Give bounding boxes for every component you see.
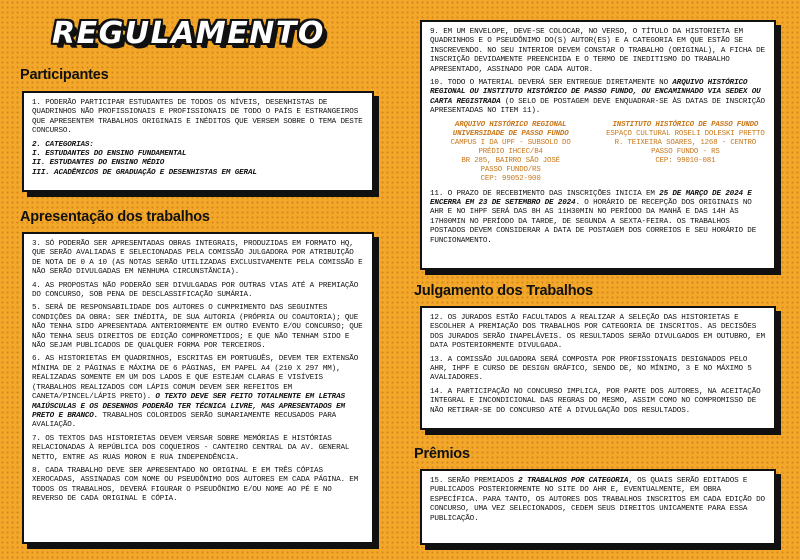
rule-6	[32, 355, 364, 430]
panel-premios	[420, 469, 776, 545]
rule-7: 7. OS TEXTOS DAS HISTORIETAS DEVEM VERSAR SOBRE MEMÓRIAS E HISTÓRIAS RELACIONADAS À REPÚBLICA DOS COQUEIROS - CANTEIRO CENTRAL DA AV. GENERAL NETTO, ENTRE AS RUAS MORON E RUA INDEPENDÊNCIA.	[32, 434, 350, 462]
rule-6-end: TRABALHOS COLORIDOS SERÃO SUMARIAMENTE RECUSADOS PARA AVALIAÇÃO.	[32, 411, 337, 430]
rule-13: 13. A COMISSÃO JULGADORA SERÁ COMPOSTA POR PROFISSIONAIS DESIGNADOS PELO AHR, IHPF E CURSO DE DESIGN GRÁFICO, SENDO DE, NO MÍNIMO, 3 E NO MÁXIMO 5 AVALIADORES.	[430, 355, 752, 383]
heading-premios: Prêmios	[414, 446, 470, 462]
rule-4: 4. AS PROPOSTAS NÃO PODERÃO SER DIVULGADAS POR OUTRAS VIAS ATÉ A PREMIAÇÃO DO CONCURSO, SOB PENA DE DESCLASSIFICAÇÃO SUMÁRIA.	[32, 281, 359, 300]
address-line: CAMPUS I DA UPF - SUBSOLO DO	[450, 138, 571, 147]
address-line: PASSO FUNDO/RS	[480, 165, 541, 174]
heading-julgamento: Julgamento dos Trabalhos	[414, 283, 593, 299]
address-title: INSTITUTO HISTÓRICO DE PASSO FUNDO	[612, 120, 759, 129]
address-line: CEP: 99052-900	[480, 174, 541, 183]
address-line: CEP: 99010-081	[655, 156, 716, 165]
address-subtitle: UNIVERSIDADE DE PASSO FUNDO	[452, 129, 569, 138]
address-line: R. TEIXEIRA SOARES, 1268 - CENTRO	[614, 138, 757, 147]
address-title: ARQUIVO HISTÓRICO REGIONAL	[454, 120, 567, 129]
panel-envio	[420, 20, 776, 270]
rule-6-emphasis: O TEXTO DEVE SER FEITO TOTALMENTE EM LETRAS MAIÚSCULAS E OS DESENHOS PODERÃO TER TÉCNICA LIVRE, MAS APRESENTADOS EM PRETO E BRANCO.	[32, 393, 345, 420]
panel-participantes	[22, 91, 374, 192]
address-line: BR 285, BAIRRO SÃO JOSÉ	[461, 156, 560, 165]
categories-label: 2. CATEGORIAS:	[32, 140, 94, 149]
rule-12: 12. OS JURADOS ESTÃO FACULTADOS A REALIZAR A SELEÇÃO DAS HISTORIETAS E ESCOLHER A PREMIAÇÃO DOS TRABALHOS POR CATEGORIA DE INSCRITOS. AS DECISÕES DOS JURADOS SERÃO INAPELÁVEIS. OS RESULTADOS SERÃO DIVULGADOS EM OUTUBRO, EM DATA POSTERIORMENTE DIVULGADA.	[430, 314, 765, 351]
rule-10-text: 10. TODO O MATERIAL DEVERÁ SER ENTREGUE DIRETAMENTE NO	[430, 79, 673, 88]
categories-list	[32, 150, 364, 178]
rule-10	[430, 79, 766, 117]
address-line: PRÉDIO IHCEC/B4	[478, 147, 543, 156]
panel-apresentacao	[22, 232, 374, 544]
rule-9: 9. EM UM ENVELOPE, DEVE-SE COLOCAR, NO VERSO, O TÍTULO DA HISTORIETA EM QUADRINHOS E O PSEUDÔNIMO DO(S) AUTOR(ES) E A CATEGORIA EM QUE ESTÃO SE INSCREVENDO. NO SEU INTERIOR DEVEM CONSTAR O TRABALHO (ORIGINAL), A FICHA DE INSCRIÇÃO DEVIDAMENTE PREENCHIDA E O TERMO DE INEDITISMO DO TRABALHO APRESENTADO, ASSINADO POR CADA AUTOR.	[430, 28, 765, 74]
rule-5: 5. SERÁ DE RESPONSABILIDADE DOS AUTORES O CUMPRIMENTO DAS SEGUINTES CONDIÇÕES DA OBRA: SER INÉDITA, DE SUA AUTORIA (PRÓPRIA OU COAUTORIA); QUE NÃO TENHA SIDO APRESENTADA ANTERIORMENTE EM OUTRO EVENTO E/OU CONCURSO; QUE NÃO TENHA SEUS DIREITOS DE EDIÇÃO COMPROMETIDOS; E QUE NÃO TENHAM SIDO E NÃO SEJAM PUBLICADOS DE QUALQUER FORMA POR TERCEIROS.	[32, 304, 363, 351]
heading-apresentacao: Apresentação dos trabalhos	[20, 209, 210, 225]
category-item: III. ACADÊMICOS DE GRADUAÇÃO E DESENHISTAS EM GERAL	[32, 168, 257, 177]
address-instituto-historico	[605, 121, 766, 184]
rule-15-text: 15. SERÃO PREMIADOS	[430, 477, 519, 485]
address-line: ESPAÇO CULTURAL ROSELI DOLESKI PRETTO	[606, 129, 765, 138]
addresses	[430, 121, 766, 184]
category-item: II. ESTUDANTES DO ENSINO MÉDIO	[32, 159, 165, 168]
rule-14: 14. A PARTICIPAÇÃO NO CONCURSO IMPLICA, POR PARTE DOS AUTORES, NA ACEITAÇÃO INTEGRAL E INCONDICIONAL DAS REGRAS DO MESMO, ASSIM COMO NO COMPROMISSO DE NÃO RETIRAR-SE DO CONCURSO ATÉ A DIVULGAÇÃO DOS RESULTADOS.	[430, 387, 761, 415]
heading-participantes: Participantes	[20, 67, 109, 83]
rule-11-text: 11. O PRAZO DE RECEBIMENTO DAS INSCRIÇÕES INICIA EM	[430, 189, 660, 198]
address-line: PASSO FUNDO - RS	[651, 147, 720, 156]
rule-11-end: . O HORÁRIO DE RECEPÇÃO DOS ORIGINAIS NO AHR E NO IHPF SERÁ DAS 8H AS 11H30MIN NO PERÍODO DA MANHÃ E DAS 14H ÀS 17H00MIN NO PERÍODO DA TARDE, DE SEGUNDA A SEXTA-FEIRA. OS TRABALHOS POSTADOS DEVEM CONSIDERAR A DATA DE POSTAGEM DOS CORREIOS E SEU HORÁRIO DE FUNCIONAMENTO.	[430, 199, 757, 245]
panel-julgamento	[420, 306, 776, 430]
rule-11	[430, 190, 766, 246]
rule-10-end: (O SELO DE POSTAGEM DEVE ENQUADRAR-SE ÀS DATAS DE INSCRIÇÃO APRESENTADAS NO ITEM 11).	[430, 97, 765, 116]
rule-3: 3. SÓ PODERÃO SER APRESENTADAS OBRAS INTEGRAIS, PRODUZIDAS EM FORMATO HQ, QUE SERÃO AVALIADAS E SELECIONADAS PELA COMISSÃO JULGADORA POR ATRIBUIÇÃO DE NOTA DE 0 A 10 (AS NOTAS SERÃO UTILIZADAS EXCLUSIVAMENTE PELA COMISSÃO E NÃO SERÃO DIVULGADAS EM NENHUMA CIRCUNSTÂNCIA).	[32, 240, 363, 277]
address-arquivo-historico	[430, 121, 591, 184]
rule-10-emphasis: ARQUIVO HISTÓRICO REGIONAL OU INSTITUTO HISTÓRICO DE PASSO FUNDO, OU ENCAMINHADO VIA SEDEX OU CARTA REGISTRADA	[430, 79, 761, 106]
rule-15	[430, 477, 766, 524]
rule-15-emphasis: 2 TRABALHOS POR CATEGORIA	[518, 477, 629, 485]
rule-15-end: , OS QUAIS SERÃO EDITADOS E PUBLICADOS POSTERIORMENTE NO SITE DO AHR E, EVENTUALMENTE, EM OBRA ESPECÍFICA. PARA TANTO, OS AUTORES DOS TRABALHOS INSCRITOS EM CADA EDIÇÃO DO CONCURSO, UMA VEZ SELECIONADOS, CEDEM SEUS DIREITOS UNICAMENTE PARA ESSA PUBLICAÇÃO.	[430, 477, 765, 523]
rule-8: 8. CADA TRABALHO DEVE SER APRESENTADO NO ORIGINAL E EM TRÊS CÓPIAS XEROCADAS, ASSINADAS COM NOME OU PSEUDÔNIMO DOS AUTORES EM CADA PÁGINA. EM TODOS OS TRABALHOS, DEVERÁ FIGURAR O PSEUDÔNIMO E/OU NOME AO PÉ E NO REVERSO DE CADA ORIGINAL E CÓPIA.	[32, 466, 359, 504]
rule-1: 1. PODERÃO PARTICIPAR ESTUDANTES DE TODOS OS NÍVEIS, DESENHISTAS DE QUADRINHOS NÃO PROFISSIONAIS E PROFISSIONAIS DE TODO O PAÍS E ESTRANGEIROS QUE APRESENTEM TRABALHOS ORIGINAIS E INÉDITOS QUE VERSEM SOBRE O TEMA DESTE CONCURSO.	[32, 99, 363, 136]
rule-6-text: 6. AS HISTORIETAS EM QUADRINHOS, ESCRITAS EM PORTUGUÊS, DEVEM TER EXTENSÃO MÍNIMA DE 2 PÁGINAS E MÁXIMA DE 6 PÁGINAS, EM PAPEL A4 (210 X 297 MM), REALIZADAS SOMENTE EM UM DOS LADOS E QUE ESTEJAM CLARAS E VISÍVEIS (TRABALHOS REALIZADOS COM LÁPIS COMUM DEVEM SER REFEITOS EM CANETA/PINCEL/LÁPIS PRETO).	[32, 355, 359, 402]
rule-11-dates: 25 DE MARÇO DE 2024 E ENCERRA EM 23 DE SETEMBRO DE 2024	[430, 189, 752, 208]
page-title: REGULAMENTO	[52, 16, 325, 51]
category-item: I. ESTUDANTES DO ENSINO FUNDAMENTAL	[32, 150, 187, 159]
